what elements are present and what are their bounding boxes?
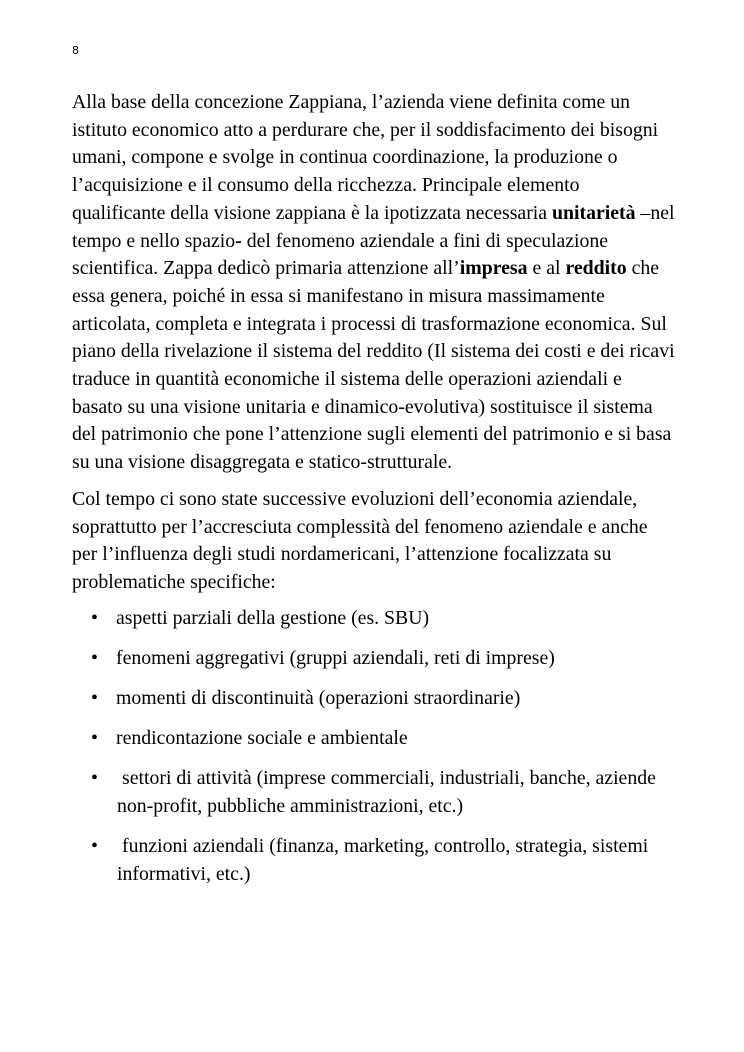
paragraph-zappa xyxy=(72,89,677,477)
list-item xyxy=(72,833,677,888)
bold-reddito: reddito xyxy=(565,257,627,280)
list-item-text: aspetti parziali della gestione (es. SBU) xyxy=(116,606,430,629)
bold-unitarieta: unitarietà xyxy=(552,201,636,224)
page-number: 8 xyxy=(72,44,79,57)
bullet-icon: • xyxy=(91,687,98,710)
paragraph-text: che essa genera, poiché in essa si manifestano in misura massimamente articolata, completa e integrata i processi di trasformazione economica. Sul piano della rivelazione il sistema del reddito (Il sistema dei costi e dei ricavi traduce in quantità economiche il sistema delle operazioni aziendali e basato su una visione unitaria e dinamico-evolutiva) sostituisce il sistema del patrimonio che pone l’attenzione sugli elementi del patrimonio e si basa su una visione disaggregata e statico-strutturale. xyxy=(72,257,675,474)
paragraph-evolution: Col tempo ci sono state successive evoluzioni dell’economia aziendale, soprattutto per l’accresciuta complessità del fenomeno aziendale e anche per l’influenza degli studi nordamericani, l’attenzione focalizzata su problematiche specifiche: xyxy=(72,487,648,593)
bullet-icon: • xyxy=(91,606,98,629)
bullet-icon: • xyxy=(91,767,98,790)
bullet-icon: • xyxy=(91,835,98,858)
list-item xyxy=(72,765,677,820)
paragraph-text: Alla base della concezione Zappiana, l’azienda viene definita come un istituto economico atto a perdurare che, per il soddisfacimento dei bisogni umani, compone e svolge in continua coordinazione, la produzione o l’acquisizione e il consumo della ricchezza. Principale elemento qualificante della visione zappiana è la ipotizzata necessaria xyxy=(72,91,659,224)
bold-impresa: impresa xyxy=(459,257,528,280)
list-item xyxy=(72,605,677,633)
bold-dash: - xyxy=(235,229,242,252)
list-item xyxy=(72,685,677,713)
list-item-text: rendicontazione sociale e ambientale xyxy=(116,727,408,750)
list-item xyxy=(72,645,677,673)
bullet-list xyxy=(72,605,677,889)
list-item xyxy=(72,725,677,753)
bullet-icon: • xyxy=(91,727,98,750)
list-item-text: fenomeni aggregativi (gruppi aziendali, reti di imprese) xyxy=(116,646,555,669)
list-item-text: funzioni aziendali (finanza, marketing, controllo, strategia, sistemi informativi, etc.) xyxy=(117,835,649,886)
page-content xyxy=(72,89,677,901)
paragraph-text: del fenomeno aziendale a fini di speculazione scientifica. Zappa dedicò primaria attenzione all’ xyxy=(72,229,609,280)
paragraph-text: –nel tempo e nello spazio xyxy=(72,201,675,252)
list-item-text: momenti di discontinuità (operazioni straordinarie) xyxy=(116,687,521,710)
paragraph-text: e al xyxy=(527,257,566,280)
list-item-text: settori di attività (imprese commerciali, industriali, banche, aziende non-profit, pubbliche amministrazioni, etc.) xyxy=(117,767,656,818)
bullet-icon: • xyxy=(91,646,98,669)
